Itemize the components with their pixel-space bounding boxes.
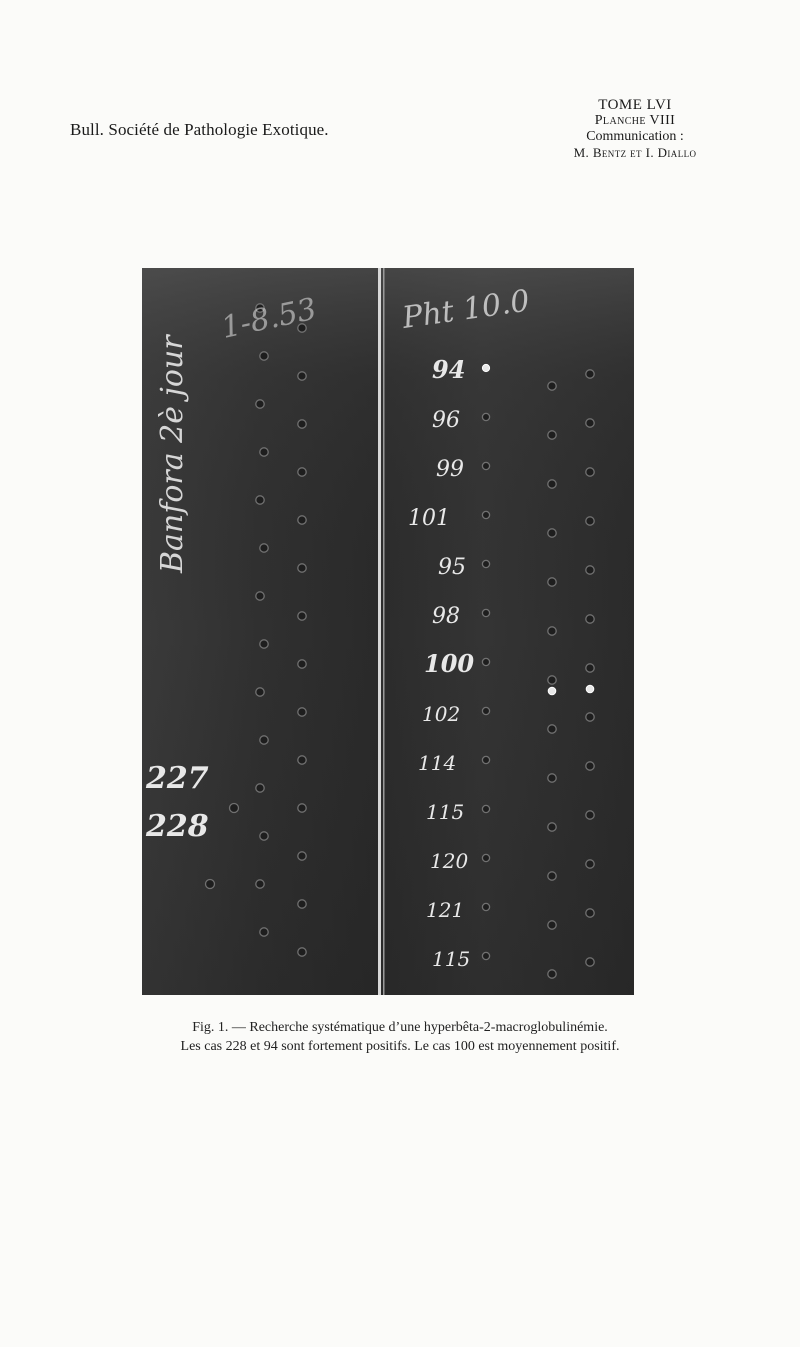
sample-well [548, 970, 556, 978]
sample-well [482, 560, 489, 567]
right-case-marking: 101 [408, 506, 450, 531]
sample-well [548, 872, 556, 880]
right-case-marking: 99 [436, 457, 464, 482]
right-case-marking: 96 [432, 408, 460, 433]
sample-well [586, 370, 594, 378]
sample-well [482, 462, 489, 469]
sample-well [206, 880, 215, 889]
sample-well [586, 811, 594, 819]
communication-label: Communication : [586, 129, 684, 144]
sample-well [298, 468, 306, 476]
sample-well [260, 640, 268, 648]
sample-well [260, 544, 268, 552]
sample-well [482, 805, 489, 812]
right-case-marking: 98 [432, 604, 460, 629]
right-case-marking: 100 [424, 649, 475, 678]
sample-well [548, 578, 556, 586]
sample-well [548, 431, 556, 439]
gel-plate-photograph [142, 268, 634, 995]
sample-well [230, 804, 239, 813]
sample-well [548, 687, 556, 695]
left-case-marking: 228 [146, 809, 209, 844]
sample-well [586, 615, 594, 623]
sample-well [586, 468, 594, 476]
sample-well [548, 823, 556, 831]
sample-well [548, 921, 556, 929]
sample-well [298, 804, 306, 812]
sample-well [260, 448, 268, 456]
sample-well [298, 900, 306, 908]
sample-well [586, 860, 594, 868]
sample-well [298, 756, 306, 764]
right-case-marking: 115 [426, 800, 465, 824]
sample-well [586, 909, 594, 917]
sample-well [482, 854, 489, 861]
sample-well [586, 419, 594, 427]
journal-title: Bull. Société de Pathologie Exotique. [70, 120, 329, 139]
plate-divider [378, 268, 381, 995]
right-case-marking: 115 [432, 947, 471, 971]
right-case-marking: 94 [432, 355, 466, 384]
sample-well [256, 400, 264, 408]
right-case-marking: 114 [418, 751, 457, 775]
sample-well [482, 903, 489, 910]
sample-well [482, 364, 489, 371]
sample-well [482, 511, 489, 518]
sample-well [298, 948, 306, 956]
left-top-marking: 1-8.53 [218, 291, 320, 346]
sample-well [482, 658, 489, 665]
sample-well [548, 480, 556, 488]
tome-label: TOME LVI [598, 97, 672, 113]
figure-caption [60, 1018, 740, 1056]
right-case-marking: 95 [438, 555, 466, 580]
right-case-marking: 120 [430, 849, 469, 873]
caption-line-2: Les cas 228 et 94 sont fortement positifs. Le cas 100 est moyennement positif. [180, 1039, 620, 1054]
sample-well [586, 958, 594, 966]
sample-well [586, 762, 594, 770]
sample-well [586, 685, 594, 693]
sample-well [482, 952, 489, 959]
sample-well [548, 725, 556, 733]
sample-well [298, 660, 306, 668]
sample-well [298, 708, 306, 716]
authors-label: M. Bentz et I. Diallo [573, 145, 697, 160]
sample-well [256, 496, 264, 504]
sample-well [548, 676, 556, 684]
sample-well [482, 756, 489, 763]
sample-well [298, 612, 306, 620]
sample-well [256, 592, 264, 600]
sample-well [548, 529, 556, 537]
sample-well [586, 664, 594, 672]
sample-well [548, 627, 556, 635]
sample-well [482, 609, 489, 616]
sample-well [298, 516, 306, 524]
right-case-marking: 102 [422, 702, 461, 726]
left-case-marking: 227 [146, 761, 209, 796]
sample-well [260, 352, 268, 360]
sample-well [482, 413, 489, 420]
sample-well [548, 774, 556, 782]
sample-well [586, 713, 594, 721]
planche-label: Planche VIII [594, 113, 676, 128]
sample-well [482, 707, 489, 714]
sample-well [260, 832, 268, 840]
plate-header [535, 97, 735, 161]
sample-well [298, 372, 306, 380]
sample-well [586, 566, 594, 574]
sample-well [260, 928, 268, 936]
sample-well [548, 382, 556, 390]
sample-well [586, 517, 594, 525]
sample-well [256, 688, 264, 696]
caption-line-1: Fig. 1. — Recherche systématique d’une hyperbêta-2-macroglobulinémie. [192, 1020, 608, 1035]
left-column-title: Banfora 2è jour [155, 335, 190, 573]
right-case-marking: 121 [426, 898, 465, 922]
sample-well [298, 852, 306, 860]
sample-well [260, 736, 268, 744]
sample-well [298, 564, 306, 572]
sample-well [298, 420, 306, 428]
right-top-marking: Pht 10.0 [400, 283, 532, 336]
sample-well [256, 784, 264, 792]
sample-well [256, 880, 264, 888]
